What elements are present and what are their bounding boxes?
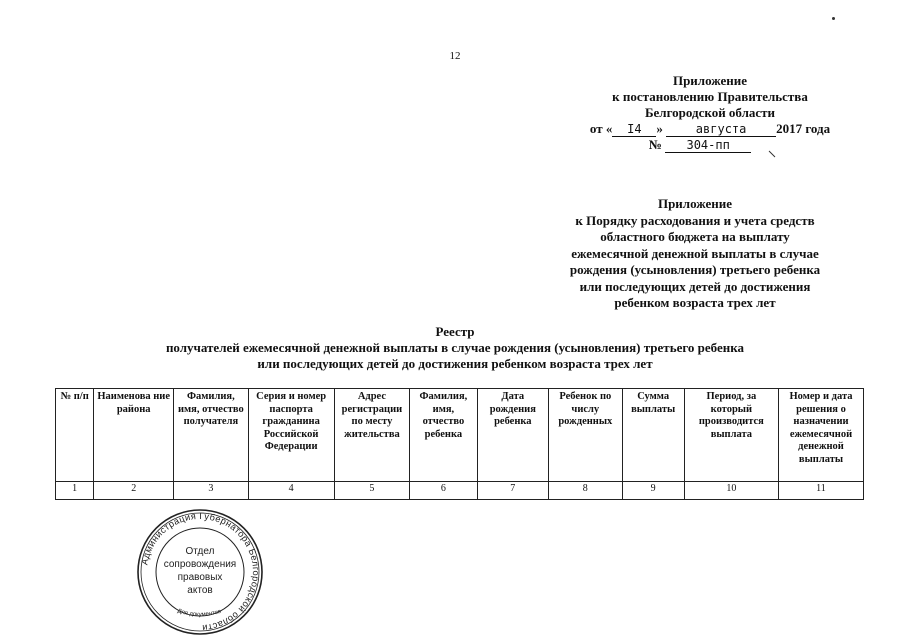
column-number: 11 [778,482,863,500]
column-number: 9 [622,482,684,500]
column-number: 6 [410,482,477,500]
column-number: 3 [174,482,249,500]
appendix-line: областного бюджета на выплату [600,229,790,244]
appendix-government-decree [560,73,860,153]
appendix-title: Приложение [657,196,733,211]
header-cell: Фамилия, имя, отчество ребенка [410,389,477,482]
column-number-row [56,482,864,500]
register-subtitle: или последующих детей до достижения ребенком возраста трех лет [257,356,653,371]
column-number: 2 [94,482,174,500]
column-number: 5 [334,482,410,500]
stamp-bottom-text: Для документов [176,608,222,619]
header-cell: Серия и номер паспорта гражданина Российской Федерации [248,389,334,482]
decree-date: от « I4 » августа 2017 года [589,121,831,136]
header-cell: Фамилия, имя, отчество получателя [174,389,249,482]
appendix-line: к Порядку расходования и учета средств [575,212,815,228]
register-table [55,388,864,500]
date-day-field: I4 [612,123,656,137]
header-cell: Дата рождения ребенка [477,389,548,482]
appendix-line: ребенком возраста трех лет [614,295,776,310]
register-subtitle: получателей ежемесячной денежной выплаты в случае рождения (усыновления) третьего ребенка [165,340,745,355]
appendix-line: ежемесячной денежной выплаты в случае [571,245,819,261]
official-stamp [135,507,265,637]
decree-number: № 304-пп [560,137,860,153]
appendix-line: рождения (усыновления) третьего ребенка [569,262,821,277]
column-number: 7 [477,482,548,500]
column-number: 10 [684,482,778,500]
appendix-procedure [530,196,860,312]
scan-speck [832,17,835,20]
column-number: 1 [56,482,94,500]
header-cell: Сумма выплаты [622,389,684,482]
appendix-line: Белгородской области [644,105,776,120]
date-month-field: августа [666,123,776,137]
tick-mark [768,150,776,158]
stamp-center-line: Отдел [185,546,215,557]
header-cell: Адрес регистрации по месту жительства [334,389,410,482]
register-title: Реестр [435,324,475,339]
table-header-row [56,389,864,482]
stamp-center-line: сопровождения [163,559,237,570]
stamp-center-line: актов [187,585,213,596]
stamp-center-line: правовых [177,572,223,583]
page-number: 12 [449,50,461,62]
header-cell: Ребенок по числу рожденных [549,389,623,482]
header-cell: Наименова ние района [94,389,174,482]
appendix-title: Приложение [672,73,748,88]
appendix-line: или последующих детей до достижения [579,278,811,294]
header-cell: Период, за который производится выплата [684,389,778,482]
column-number: 8 [549,482,623,500]
svg-text:Для документов [177,608,222,618]
decree-number-field: 304-пп [665,139,751,153]
header-cell: № п/п [56,389,94,482]
appendix-line: к постановлению Правительства [612,89,808,104]
register-title-block [60,324,850,372]
header-cell: Номер и дата решения о назначении ежемесячной денежной выплаты [778,389,863,482]
stamp-ring-text: Администрация Губернатора Белгородской области [139,510,262,634]
column-number: 4 [248,482,334,500]
